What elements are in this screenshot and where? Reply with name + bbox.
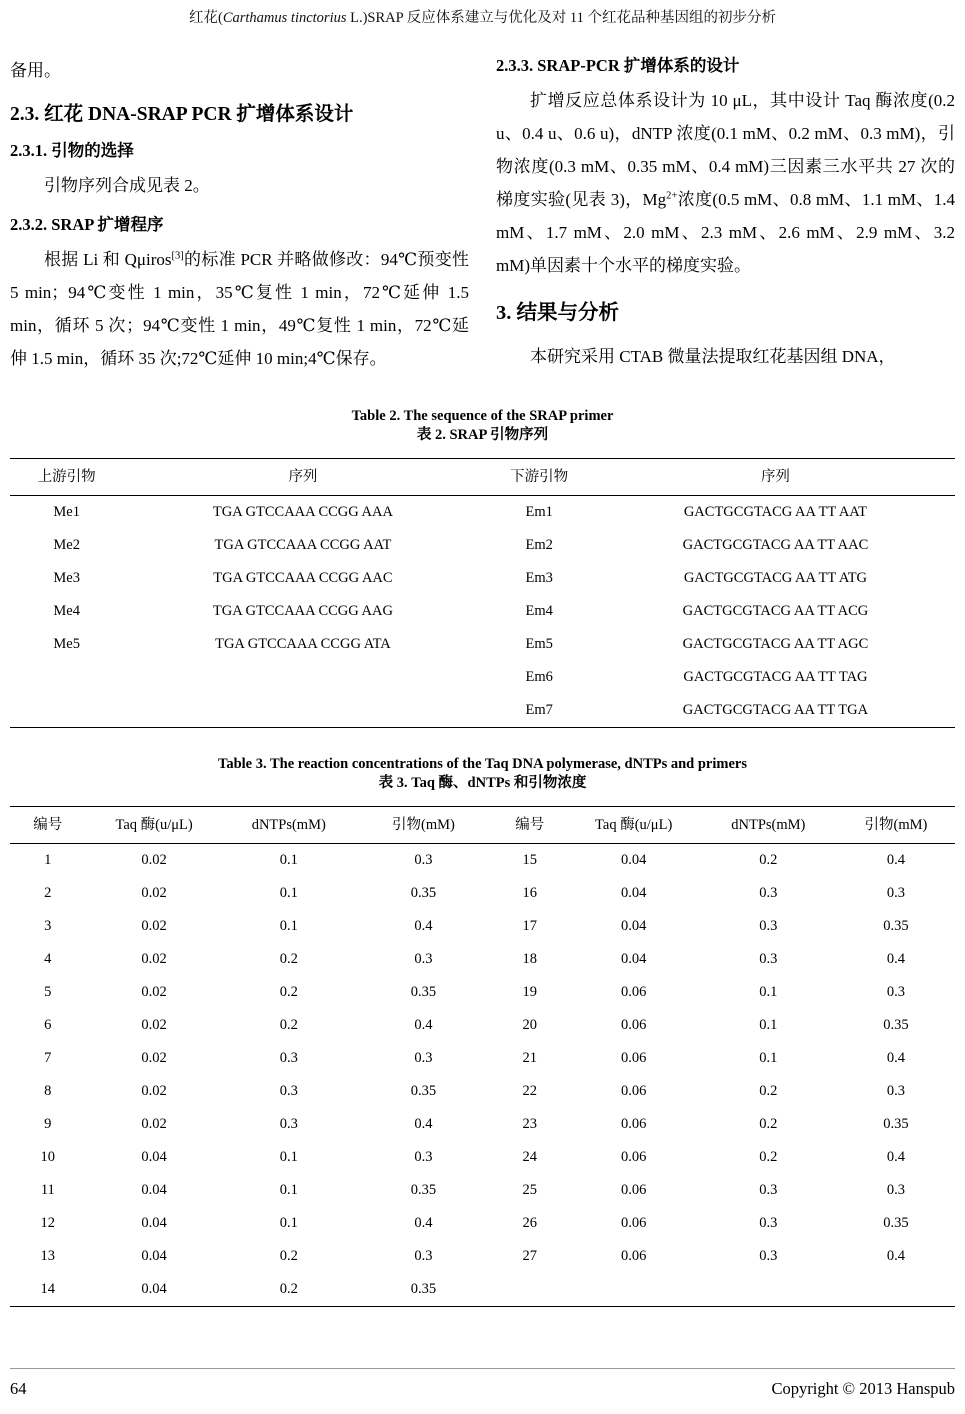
- page-number: 64: [10, 1379, 27, 1398]
- table-cell: GACTGCGTACG AA TT ATG: [683, 570, 868, 586]
- table-row: [10, 877, 955, 910]
- table-cell: 0.3: [759, 918, 778, 934]
- table-cell: 0.04: [620, 951, 647, 967]
- right-column: [496, 54, 955, 375]
- table-cell: 12: [40, 1215, 56, 1231]
- table-cell: GACTGCGTACG AA TT AGC: [682, 636, 869, 652]
- table-cell: 25: [522, 1182, 537, 1198]
- superscript-mg-charge: 2+: [666, 190, 678, 202]
- table-row: [10, 496, 955, 530]
- table-cell: 0.2: [759, 1149, 778, 1165]
- table2-header: [10, 459, 955, 496]
- table-cell: [700, 1273, 837, 1307]
- table-cell: 27: [522, 1248, 537, 1264]
- table-cell: Em4: [525, 603, 553, 619]
- table-cell: 14: [40, 1281, 56, 1297]
- table-cell: 0.3: [414, 1248, 433, 1264]
- table-cell: TGA GTCCAAA CCGG AAA: [212, 504, 393, 520]
- table-cell: 0.3: [279, 1116, 298, 1132]
- table-cell: 3: [44, 918, 52, 934]
- table-header-row: [10, 807, 955, 844]
- table-cell: GACTGCGTACG AA TT TGA: [682, 702, 869, 718]
- table-cell: 0.02: [141, 885, 167, 901]
- table3-col-dntps-1: dNTPs(mM): [223, 807, 355, 844]
- table-cell: 0.06: [620, 1017, 647, 1033]
- table-cell: 0.02: [141, 852, 167, 868]
- table-cell: 0.3: [886, 984, 905, 1000]
- table-cell: 0.1: [279, 1182, 298, 1198]
- table-cell: 0.2: [759, 1083, 778, 1099]
- table-cell: 0.4: [886, 1248, 905, 1264]
- running-header: [10, 8, 955, 28]
- table-cell: 0.4: [414, 918, 433, 934]
- table-cell: Me4: [53, 603, 80, 619]
- table-cell: 0.1: [279, 852, 298, 868]
- two-column-text: [10, 54, 955, 375]
- table-cell: 0.3: [886, 885, 905, 901]
- header-title-pre: 红花(: [188, 10, 223, 26]
- table-cell: 0.04: [141, 1149, 167, 1165]
- table-header-row: [10, 459, 955, 496]
- table-cell: 0.4: [886, 1149, 905, 1165]
- table-cell: 0.35: [883, 1116, 909, 1132]
- table-cell: Me1: [53, 504, 80, 520]
- table-cell: GACTGCGTACG AA TT TAG: [683, 669, 868, 685]
- table-cell: 0.04: [141, 1215, 167, 1231]
- table2-col-sequence-1: 序列: [123, 459, 482, 496]
- table3-col-primer-1: 引物(mM): [355, 807, 492, 844]
- table-cell: 0.3: [886, 1182, 905, 1198]
- table-cell: Em6: [525, 669, 553, 685]
- table-cell: [10, 661, 123, 694]
- table-cell: 0.2: [279, 1248, 298, 1264]
- table-cell: GACTGCGTACG AA TT AAT: [683, 504, 868, 520]
- table-cell: 0.3: [759, 951, 778, 967]
- table3-col-taq-1: Taq 酶(u/μL): [86, 807, 223, 844]
- table-cell: 0.35: [410, 1281, 437, 1297]
- table-cell: 0.3: [886, 1083, 905, 1099]
- table-cell: 0.1: [759, 1050, 778, 1066]
- table2-caption-en: Table 2. The sequence of the SRAP primer: [351, 408, 614, 424]
- table2-caption: [10, 407, 955, 445]
- table-cell: GACTGCGTACG AA TT ACG: [682, 603, 869, 619]
- table-cell: 0.04: [620, 918, 647, 934]
- table-row: [10, 1141, 955, 1174]
- table-cell: [837, 1273, 955, 1307]
- table-cell: 0.06: [620, 984, 647, 1000]
- table-cell: 10: [40, 1149, 56, 1165]
- text-run: 的标准 PCR 并略做修改：94℃预变性 5 min；94℃变性 1 min，35℃复性 1 min，72℃延伸 1.5 min，循环 5 次；94℃变性 1 min，49℃复性 1 min，72℃延伸 1.5 min，循环 35 次;72℃延伸 10 min;4℃保存。: [10, 250, 470, 368]
- table-cell: 0.3: [414, 852, 433, 868]
- table-cell: [568, 1273, 700, 1307]
- table-cell: 0.1: [279, 1149, 298, 1165]
- table-cell: 4: [44, 951, 52, 967]
- table-cell: 23: [522, 1116, 537, 1132]
- table3-col-taq-2: Taq 酶(u/μL): [568, 807, 700, 844]
- table-cell: 16: [522, 885, 537, 901]
- table-cell: 0.06: [620, 1149, 647, 1165]
- table-cell: 0.4: [414, 1116, 433, 1132]
- table-cell: 6: [44, 1017, 52, 1033]
- table-row: [10, 976, 955, 1009]
- table-cell: 0.04: [620, 885, 647, 901]
- table-cell: 0.35: [883, 918, 909, 934]
- table-cell: 11: [40, 1182, 55, 1198]
- table-cell: 13: [40, 1248, 56, 1264]
- table-cell: 0.06: [620, 1050, 647, 1066]
- table-row: [10, 1108, 955, 1141]
- table-cell: 0.3: [759, 885, 778, 901]
- table-cell: 0.3: [759, 1182, 778, 1198]
- table-cell: 0.3: [414, 1149, 433, 1165]
- table-cell: 0.02: [141, 1017, 167, 1033]
- section-heading-2-3: 2.3. 红花 DNA-SRAP PCR 扩增体系设计: [10, 104, 354, 125]
- table-row: [10, 1009, 955, 1042]
- subsection-heading-2-3-3: 2.3.3. SRAP-PCR 扩增体系的设计: [496, 56, 740, 75]
- table-row: [10, 595, 955, 628]
- table-row: [10, 628, 955, 661]
- table-cell: Em1: [525, 504, 553, 520]
- header-title-post: L.)SRAP 反应体系建立与优化及对 11 个红花品种基因组的初步分析: [346, 10, 777, 26]
- table-cell: GACTGCGTACG AA TT AAC: [682, 537, 869, 553]
- table-cell: 9: [44, 1116, 52, 1132]
- table-cell: 0.3: [414, 1050, 433, 1066]
- table-cell: 0.35: [410, 1083, 437, 1099]
- table-cell: 0.4: [886, 1050, 905, 1066]
- table-cell: 0.04: [141, 1248, 167, 1264]
- table-cell: 15: [522, 852, 537, 868]
- table-cell: 0.4: [886, 852, 905, 868]
- table-cell: TGA GTCCAAA CCGG ATA: [215, 636, 391, 652]
- table-cell: TGA GTCCAAA CCGG AAC: [213, 570, 393, 586]
- table-cell: 0.02: [141, 918, 167, 934]
- table-cell: 0.1: [279, 885, 298, 901]
- paragraph-2-3-3: [496, 84, 955, 282]
- table-row: [10, 910, 955, 943]
- table-cell: 0.4: [886, 951, 905, 967]
- table-cell: 0.35: [883, 1215, 909, 1231]
- citation-ref-3: [3]: [171, 250, 184, 262]
- table-row: [10, 844, 955, 878]
- table-cell: 0.06: [620, 1215, 647, 1231]
- table-cell: [10, 694, 123, 728]
- table-cell: 0.35: [410, 885, 437, 901]
- header-title-species-italic: Carthamus tinctorius: [222, 10, 347, 26]
- table-cell: 0.1: [759, 1017, 778, 1033]
- table-cell: 0.1: [279, 918, 298, 934]
- table-cell: 0.04: [620, 852, 647, 868]
- table-cell: Em7: [525, 702, 553, 718]
- left-column: [10, 54, 469, 375]
- table-cell: 8: [44, 1083, 52, 1099]
- table-cell: 0.3: [759, 1215, 778, 1231]
- table-cell: 0.06: [620, 1182, 647, 1198]
- section-heading-3: 3. 结果与分析: [496, 302, 619, 324]
- table2-col-sequence-2: 序列: [596, 459, 955, 496]
- copyright-notice: Copyright © 2013 Hanspub: [771, 1379, 955, 1398]
- table-cell: [123, 661, 482, 694]
- table-row: [10, 1174, 955, 1207]
- table-cell: Em2: [525, 537, 553, 553]
- table-cell: TGA GTCCAAA CCGG AAG: [212, 603, 393, 619]
- table-cell: Me2: [53, 537, 80, 553]
- table-cell: 0.02: [141, 1116, 167, 1132]
- table-cell: 0.2: [279, 984, 298, 1000]
- table-cell: 0.02: [141, 984, 167, 1000]
- table-cell: Me3: [53, 570, 80, 586]
- table2-caption-zh: 表 2. SRAP 引物序列: [416, 427, 549, 443]
- table3-caption: [10, 755, 955, 793]
- table-cell: 0.35: [410, 1182, 437, 1198]
- table3-col-number-2: 编号: [492, 807, 568, 844]
- table-row: [10, 694, 955, 728]
- table-cell: 0.2: [279, 951, 298, 967]
- table2-col-reverse-primer: 下游引物: [482, 459, 595, 496]
- table3-caption-en: Table 3. The reaction concentrations of the Taq DNA polymerase, dNTPs and primers: [217, 756, 747, 772]
- table-cell: 0.06: [620, 1116, 647, 1132]
- table-cell: 0.3: [759, 1248, 778, 1264]
- table-cell: [123, 694, 482, 728]
- table3-body: [10, 844, 955, 1307]
- table-cell: 0.4: [414, 1215, 433, 1231]
- table-cell: 7: [44, 1050, 52, 1066]
- table-row: [10, 943, 955, 976]
- text-run: 浓度(0.5 mM、0.8 mM、1.1 mM、1.4 mM、1.7 mM、2.0 mM、2.3 mM、2.6 mM、2.9 mM、3.2 mM)单因素十个水平的梯度实验。: [496, 190, 955, 275]
- table3-caption-zh: 表 3. Taq 酶、dNTPs 和引物浓度: [378, 775, 587, 791]
- page-footer: [10, 1368, 955, 1404]
- subsection-heading-2-3-2: 2.3.2. SRAP 扩增程序: [10, 215, 164, 234]
- table-cell: 0.06: [620, 1248, 647, 1264]
- carryover-paragraph: 备用。: [10, 61, 61, 80]
- table3-header: [10, 807, 955, 844]
- table-cell: 22: [522, 1083, 537, 1099]
- table-cell: [492, 1273, 568, 1307]
- subsection-heading-2-3-1: 2.3.1. 引物的选择: [10, 141, 134, 160]
- table-cell: 0.02: [141, 1050, 167, 1066]
- table-cell: 24: [522, 1149, 537, 1165]
- table-cell: 26: [522, 1215, 537, 1231]
- table-cell: Em3: [525, 570, 553, 586]
- table-row: [10, 1273, 955, 1307]
- table-cell: 21: [522, 1050, 537, 1066]
- table2-body: [10, 496, 955, 728]
- table3-col-primer-2: 引物(mM): [837, 807, 955, 844]
- table-cell: 0.04: [141, 1182, 167, 1198]
- text-run: 根据 Li 和 Qμiros: [44, 250, 172, 269]
- table-cell: 5: [44, 984, 52, 1000]
- table-cell: 0.04: [141, 1281, 167, 1297]
- table3-col-dntps-2: dNTPs(mM): [700, 807, 837, 844]
- table-cell: 0.4: [414, 1017, 433, 1033]
- table-row: [10, 1240, 955, 1273]
- table-cell: 0.3: [279, 1050, 298, 1066]
- table-row: [10, 661, 955, 694]
- table-cell: 0.3: [279, 1083, 298, 1099]
- table-cell: 0.1: [279, 1215, 298, 1231]
- table-cell: Em5: [525, 636, 553, 652]
- text-run: 扩增反应总体系设计为 10 μL，其中设计 Taq 酶浓度(0.2 u、0.4 u、0.6 u)，dNTP 浓度(0.1 mM、0.2 mM、0.3 mM)，引物浓度(0.3 mM、0.35 mM、0.4 mM)三因素三水平共 27 次的梯度实验(见表 3)，Mg: [496, 91, 955, 209]
- paragraph-3: 本研究采用 CTAB 微量法提取红花基因组 DNA，: [530, 347, 896, 366]
- table-cell: 2: [44, 885, 52, 901]
- table-cell: 0.06: [620, 1083, 647, 1099]
- table-cell: 0.35: [410, 984, 437, 1000]
- table2-col-forward-primer: 上游引物: [10, 459, 123, 496]
- table-cell: 0.2: [759, 1116, 778, 1132]
- table-row: [10, 1075, 955, 1108]
- table-cell: 0.35: [883, 1017, 909, 1033]
- table-row: [10, 562, 955, 595]
- paragraph-2-3-2: [10, 243, 469, 375]
- table-cell: 0.2: [759, 852, 778, 868]
- table-cell: 0.02: [141, 1083, 167, 1099]
- table-cell: 0.02: [141, 951, 167, 967]
- table-cell: 19: [522, 984, 537, 1000]
- table-row: [10, 1207, 955, 1240]
- table3-concentrations: [10, 806, 955, 1307]
- table-row: [10, 1042, 955, 1075]
- table-cell: 18: [522, 951, 537, 967]
- table-cell: 0.2: [279, 1017, 298, 1033]
- table-cell: 0.2: [279, 1281, 298, 1297]
- table-cell: 0.3: [414, 951, 433, 967]
- table-cell: 20: [522, 1017, 537, 1033]
- table-cell: 1: [44, 852, 52, 868]
- table-cell: Me5: [53, 636, 80, 652]
- table-cell: 17: [522, 918, 537, 934]
- table3-col-number-1: 编号: [10, 807, 86, 844]
- table2-srap-primers: [10, 458, 955, 728]
- paragraph-2-3-1: 引物序列合成见表 2。: [44, 176, 210, 195]
- table-cell: 0.1: [759, 984, 778, 1000]
- table-cell: TGA GTCCAAA CCGG AAT: [214, 537, 392, 553]
- table-row: [10, 529, 955, 562]
